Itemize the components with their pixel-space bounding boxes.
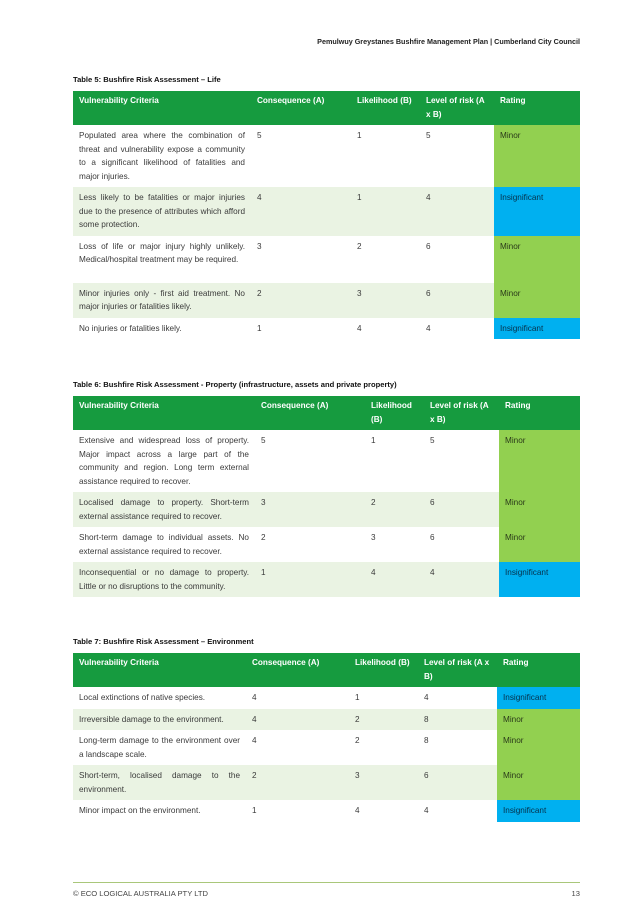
level-cell: 6 xyxy=(424,492,499,527)
level-cell: 4 xyxy=(418,687,497,709)
table-6 xyxy=(73,396,580,597)
criteria-cell: Populated area where the combination of threat and vulnerability expose a community to a significant likelihood of fatalities and major injuries. xyxy=(73,125,251,187)
level-cell: 5 xyxy=(420,125,494,187)
criteria-cell: Loss of life or major injury highly unlikely. Medical/hospital treatment may be required. xyxy=(73,236,251,283)
level-cell: 8 xyxy=(418,730,497,765)
table-5-title: Table 5: Bushfire Risk Assessment – Life xyxy=(73,75,221,84)
rating-cell: Insignificant xyxy=(494,187,580,236)
likelihood-cell: 3 xyxy=(351,283,420,318)
table-7 xyxy=(73,653,580,822)
consequence-cell: 3 xyxy=(251,236,351,283)
table-6-title: Table 6: Bushfire Risk Assessment - Property (infrastructure, assets and private property) xyxy=(73,380,397,389)
table-row xyxy=(73,283,580,318)
criteria-cell: Minor impact on the environment. xyxy=(73,800,246,822)
likelihood-cell: 4 xyxy=(349,800,418,822)
table-row xyxy=(73,187,580,236)
consequence-cell: 3 xyxy=(255,492,365,527)
col-header-vulnerability: Vulnerability Criteria xyxy=(73,396,255,430)
level-cell: 6 xyxy=(420,283,494,318)
rating-cell: Minor xyxy=(497,709,580,731)
consequence-cell: 5 xyxy=(251,125,351,187)
rating-cell: Minor xyxy=(499,492,580,527)
col-header-consequence: Consequence (A) xyxy=(246,653,349,687)
table-row xyxy=(73,527,580,562)
rating-cell: Insignificant xyxy=(494,318,580,340)
likelihood-cell: 2 xyxy=(349,730,418,765)
footer-copyright: © ECO LOGICAL AUSTRALIA PTY LTD xyxy=(73,889,209,898)
level-cell: 6 xyxy=(424,527,499,562)
table-row xyxy=(73,492,580,527)
running-header: Pemulwuy Greystanes Bushfire Management Plan | Cumberland City Council xyxy=(317,37,580,46)
level-cell: 4 xyxy=(420,318,494,340)
likelihood-cell: 2 xyxy=(351,236,420,283)
likelihood-cell: 3 xyxy=(349,765,418,800)
level-cell: 6 xyxy=(420,236,494,283)
consequence-cell: 5 xyxy=(255,430,365,492)
col-header-rating: Rating xyxy=(494,91,580,125)
table-header-row xyxy=(73,396,580,430)
consequence-cell: 4 xyxy=(246,709,349,731)
consequence-cell: 1 xyxy=(255,562,365,597)
rating-cell: Minor xyxy=(497,765,580,800)
likelihood-cell: 2 xyxy=(365,492,424,527)
rating-cell: Minor xyxy=(494,125,580,187)
table-row xyxy=(73,765,580,800)
criteria-cell: Local extinctions of native species. xyxy=(73,687,246,709)
likelihood-cell: 1 xyxy=(365,430,424,492)
likelihood-cell: 1 xyxy=(349,687,418,709)
likelihood-cell: 4 xyxy=(351,318,420,340)
col-header-rating: Rating xyxy=(497,653,580,687)
rating-cell: Insignificant xyxy=(497,800,580,822)
criteria-cell: Minor injuries only - first aid treatment. No major injuries or fatalities likely. xyxy=(73,283,251,318)
rating-cell: Minor xyxy=(499,527,580,562)
col-header-vulnerability: Vulnerability Criteria xyxy=(73,653,246,687)
consequence-cell: 1 xyxy=(251,318,351,340)
table-row xyxy=(73,562,580,597)
criteria-cell: Short-term, localised damage to the environment. xyxy=(73,765,246,800)
col-header-level: Level of risk (A x B) xyxy=(420,91,494,125)
table-row xyxy=(73,125,580,187)
criteria-cell: Short-term damage to individual assets. No external assistance required to recover. xyxy=(73,527,255,562)
footer-divider xyxy=(73,882,580,883)
table-row xyxy=(73,800,580,822)
table-row xyxy=(73,709,580,731)
likelihood-cell: 2 xyxy=(349,709,418,731)
rating-cell: Insignificant xyxy=(497,687,580,709)
table-row xyxy=(73,687,580,709)
criteria-cell: Inconsequential or no damage to property. Little or no disruptions to the community. xyxy=(73,562,255,597)
consequence-cell: 2 xyxy=(251,283,351,318)
table-row xyxy=(73,430,580,492)
consequence-cell: 4 xyxy=(246,687,349,709)
criteria-cell: No injuries or fatalities likely. xyxy=(73,318,251,340)
level-cell: 6 xyxy=(418,765,497,800)
consequence-cell: 4 xyxy=(251,187,351,236)
consequence-cell: 4 xyxy=(246,730,349,765)
likelihood-cell: 3 xyxy=(365,527,424,562)
table-header-row xyxy=(73,653,580,687)
consequence-cell: 2 xyxy=(255,527,365,562)
col-header-likelihood: Likelihood (B) xyxy=(351,91,420,125)
table-7-title: Table 7: Bushfire Risk Assessment – Environment xyxy=(73,637,254,646)
level-cell: 5 xyxy=(424,430,499,492)
rating-cell: Minor xyxy=(499,430,580,492)
rating-cell: Minor xyxy=(497,730,580,765)
criteria-cell: Long-term damage to the environment over a landscape scale. xyxy=(73,730,246,765)
page-number: 13 xyxy=(571,889,580,898)
col-header-vulnerability: Vulnerability Criteria xyxy=(73,91,251,125)
rating-cell: Insignificant xyxy=(499,562,580,597)
table-header-row xyxy=(73,91,580,125)
col-header-likelihood: Likelihood (B) xyxy=(349,653,418,687)
col-header-consequence: Consequence (A) xyxy=(251,91,351,125)
rating-cell: Minor xyxy=(494,283,580,318)
col-header-likelihood: Likelihood (B) xyxy=(365,396,424,430)
col-header-consequence: Consequence (A) xyxy=(255,396,365,430)
likelihood-cell: 1 xyxy=(351,187,420,236)
table-5 xyxy=(73,91,580,339)
likelihood-cell: 4 xyxy=(365,562,424,597)
criteria-cell: Extensive and widespread loss of property. Major impact across a large part of the community and region. Long term external assistance required to recover. xyxy=(73,430,255,492)
table-row xyxy=(73,318,580,340)
level-cell: 8 xyxy=(418,709,497,731)
level-cell: 4 xyxy=(420,187,494,236)
col-header-level: Level of risk (A x B) xyxy=(418,653,497,687)
consequence-cell: 1 xyxy=(246,800,349,822)
criteria-cell: Less likely to be fatalities or major injuries due to the presence of attributes which afford some protection. xyxy=(73,187,251,236)
rating-cell: Minor xyxy=(494,236,580,283)
col-header-level: Level of risk (A x B) xyxy=(424,396,499,430)
criteria-cell: Localised damage to property. Short-term external assistance required to recover. xyxy=(73,492,255,527)
table-row xyxy=(73,730,580,765)
level-cell: 4 xyxy=(424,562,499,597)
table-row xyxy=(73,236,580,283)
criteria-cell: Irreversible damage to the environment. xyxy=(73,709,246,731)
col-header-rating: Rating xyxy=(499,396,580,430)
likelihood-cell: 1 xyxy=(351,125,420,187)
consequence-cell: 2 xyxy=(246,765,349,800)
level-cell: 4 xyxy=(418,800,497,822)
